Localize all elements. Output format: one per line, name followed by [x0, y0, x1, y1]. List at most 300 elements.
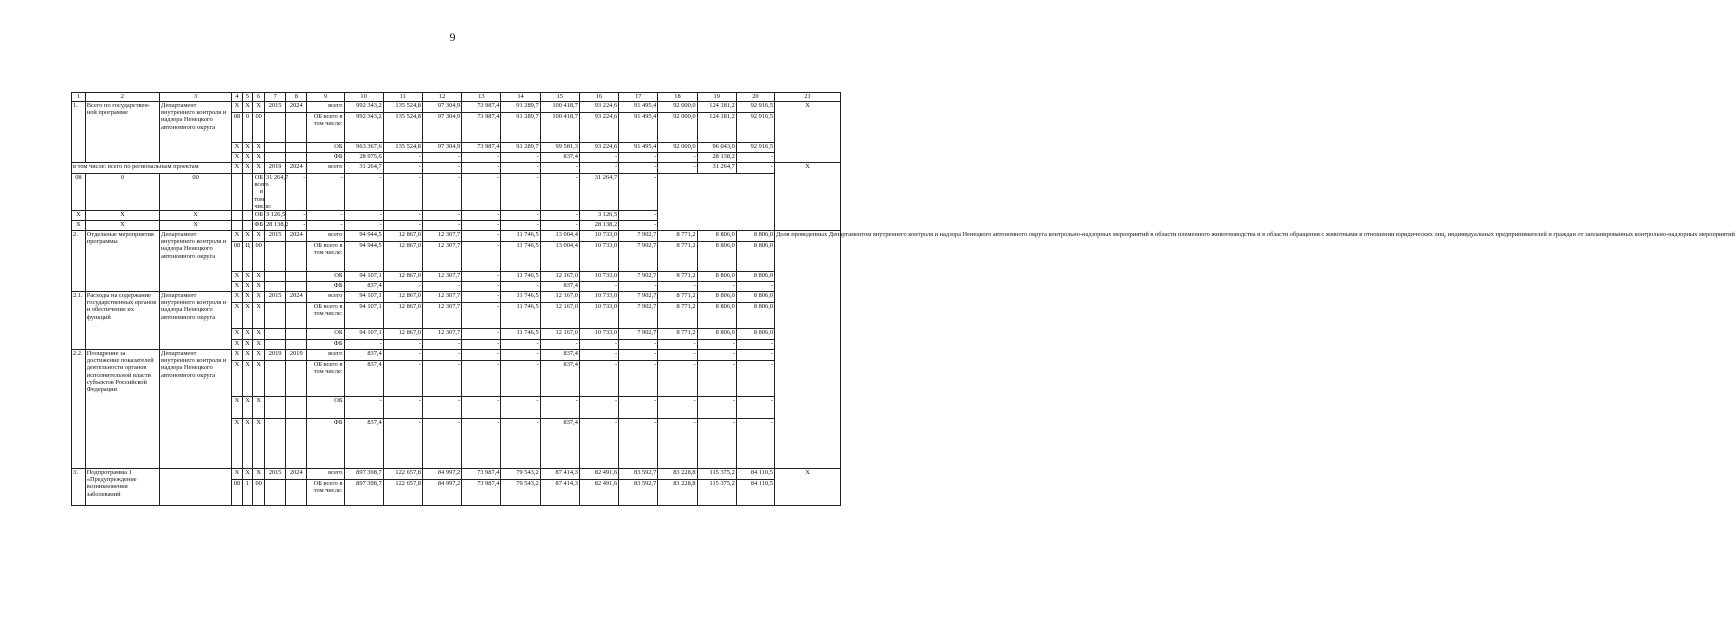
cell-value: -: [619, 221, 658, 231]
cell-value: 963 367,6: [344, 143, 383, 153]
cell-value: 837,4: [344, 419, 383, 469]
cell-value: -: [462, 303, 501, 329]
row-name: Отдельные мероприятия программы: [85, 231, 159, 292]
cell-value: -: [736, 153, 774, 163]
cell-value: 97 304,9: [422, 143, 461, 153]
cell-value: 87 414,3: [540, 480, 579, 506]
table-row: [72, 292, 841, 303]
cell-value: -: [697, 282, 736, 292]
cell-value: -: [383, 221, 422, 231]
cell-value: [264, 113, 285, 143]
cell-value: 8 771,2: [658, 231, 697, 242]
cell-value: [264, 272, 285, 282]
cell-value: X: [242, 350, 253, 361]
row-executor: Департамент внутреннего контроля и надзора Ненецкого автономного округа: [160, 350, 232, 469]
cell-value: X: [232, 350, 243, 361]
cell-value: 00: [253, 480, 265, 506]
cell-value: -: [462, 211, 501, 221]
cell-value: -: [383, 211, 422, 221]
cell-value: -: [579, 397, 618, 419]
cell-value: X: [242, 340, 253, 350]
cell-value: 82 491,6: [579, 469, 618, 480]
cell-value: -: [697, 350, 736, 361]
cell-value: X: [232, 143, 243, 153]
funding-source: ОБ всего в том числе:: [307, 480, 344, 506]
cell-value: X: [232, 292, 243, 303]
cell-value: 79 543,2: [501, 469, 540, 480]
cell-value: X: [253, 292, 265, 303]
cell-value: X: [242, 303, 253, 329]
cell-value: 2024: [286, 469, 307, 480]
row-number: 2.2.: [72, 350, 86, 469]
cell-value: [286, 242, 307, 272]
cell-value: 837,4: [540, 282, 579, 292]
cell-value: -: [736, 350, 774, 361]
cell-value: 10 733,0: [579, 292, 618, 303]
column-header: 11: [383, 93, 422, 102]
cell-value: -: [307, 211, 344, 221]
cell-value: 11 746,5: [501, 292, 540, 303]
funding-source: ФБ: [307, 282, 344, 292]
cell-value: -: [344, 211, 383, 221]
cell-value: [242, 174, 253, 211]
cell-value: -: [579, 153, 618, 163]
funding-source: ОБ всего в том числе:: [307, 113, 344, 143]
cell-value: 73 987,4: [462, 143, 501, 153]
cell-value: X: [232, 329, 243, 340]
cell-value: 8 806,0: [736, 242, 774, 272]
cell-value: 00: [253, 242, 265, 272]
cell-value: [264, 340, 285, 350]
cell-value: 12 307,7: [422, 303, 461, 329]
cell-value: X: [160, 211, 232, 221]
cell-value: 0: [242, 113, 253, 143]
funding-source: ОБ всего в том числе:: [307, 242, 344, 272]
cell-value: 7 902,7: [619, 292, 658, 303]
cell-value: 115 375,2: [697, 480, 736, 506]
cell-value: -: [540, 174, 579, 211]
row-name: Подпрограмма 1 «Предупреждение возникновения заболеваний: [85, 469, 159, 506]
cell-value: 94 944,5: [344, 231, 383, 242]
cell-value: 83 592,7: [619, 480, 658, 506]
cell-value: -: [422, 221, 461, 231]
cell-value: -: [658, 419, 697, 469]
row-number: 1.: [72, 102, 86, 163]
column-header: 7: [264, 93, 285, 102]
cell-value: 00: [253, 113, 265, 143]
cell-value: [232, 221, 243, 231]
budget-table: [71, 92, 1735, 506]
cell-value: 12 867,0: [383, 329, 422, 340]
funding-source: всего: [307, 102, 344, 113]
table-row: [72, 221, 841, 231]
cell-value: [264, 419, 285, 469]
cell-value: 837,4: [344, 350, 383, 361]
indicator-note: X: [775, 163, 841, 231]
cell-value: [264, 282, 285, 292]
cell-value: X: [242, 143, 253, 153]
cell-value: 93 224,6: [579, 143, 618, 153]
cell-value: -: [736, 361, 774, 397]
cell-value: -: [501, 340, 540, 350]
cell-value: 2019: [286, 350, 307, 361]
cell-value: -: [736, 397, 774, 419]
row-name: Расходы на содержание государственных органов и обеспечение их функций: [85, 292, 159, 350]
cell-value: -: [462, 397, 501, 419]
cell-value: X: [253, 303, 265, 329]
cell-value: X: [253, 272, 265, 282]
cell-value: 2024: [286, 231, 307, 242]
cell-value: -: [383, 340, 422, 350]
indicator-note: Доля проведенных Департаментом внутреннего контроля и надзора Ненецкого автономного округа контрольно-надзорных мероприятий в области племенного животноводства и в области обращения с животными в отношении юридических лиц, индивидуальных предпринимателей и граждан от запланированных контрольно-надзорных мероприятий: [775, 231, 841, 469]
cell-value: -: [619, 361, 658, 397]
cell-value: Ц: [242, 242, 253, 272]
cell-value: 13 004,4: [540, 231, 579, 242]
cell-value: 12 307,7: [422, 329, 461, 340]
cell-value: [242, 211, 253, 221]
cell-value: -: [462, 231, 501, 242]
cell-value: 3 126,5: [264, 211, 285, 221]
row-executor: Департамент внутреннего контроля и надзора Ненецкого автономного округа: [160, 231, 232, 292]
table-row: [72, 469, 841, 480]
cell-value: 8 806,0: [736, 272, 774, 282]
column-header: 18: [658, 93, 697, 102]
cell-value: -: [286, 221, 307, 231]
funding-source: ОБ: [253, 211, 265, 221]
cell-value: 31 264,7: [264, 174, 285, 211]
cell-value: -: [383, 350, 422, 361]
cell-value: [286, 153, 307, 163]
cell-value: 94 107,1: [344, 303, 383, 329]
cell-value: -: [383, 163, 422, 174]
cell-value: X: [242, 102, 253, 113]
cell-value: -: [422, 340, 461, 350]
cell-value: [286, 282, 307, 292]
cell-value: -: [383, 174, 422, 211]
cell-value: -: [422, 211, 461, 221]
cell-value: -: [619, 397, 658, 419]
cell-value: 93 224,6: [579, 113, 618, 143]
cell-value: -: [462, 361, 501, 397]
cell-value: -: [422, 163, 461, 174]
cell-value: 97 304,9: [422, 113, 461, 143]
cell-value: -: [658, 340, 697, 350]
cell-value: -: [736, 419, 774, 469]
cell-value: 115 375,2: [697, 469, 736, 480]
cell-value: 12 307,7: [422, 292, 461, 303]
cell-value: 73 987,4: [462, 469, 501, 480]
column-header: 17: [619, 93, 658, 102]
cell-value: 837,4: [344, 361, 383, 397]
cell-value: 992 343,2: [344, 113, 383, 143]
cell-value: 2024: [286, 163, 307, 174]
cell-value: X: [232, 340, 243, 350]
cell-value: -: [579, 419, 618, 469]
cell-value: -: [736, 340, 774, 350]
cell-value: 11 746,5: [501, 272, 540, 282]
cell-value: X: [253, 469, 265, 480]
cell-value: 2024: [286, 102, 307, 113]
column-header: 13: [462, 93, 501, 102]
cell-value: -: [619, 282, 658, 292]
cell-value: 8 806,0: [697, 303, 736, 329]
cell-value: X: [232, 361, 243, 397]
column-header: 2: [85, 93, 159, 102]
cell-value: 135 524,8: [383, 143, 422, 153]
cell-value: X: [253, 163, 265, 174]
cell-value: -: [658, 350, 697, 361]
cell-value: -: [383, 361, 422, 397]
cell-value: -: [462, 242, 501, 272]
cell-value: 10 733,0: [579, 272, 618, 282]
cell-value: 1: [242, 480, 253, 506]
funding-source: ОБ: [307, 397, 344, 419]
cell-value: -: [462, 340, 501, 350]
cell-value: 2015: [264, 292, 285, 303]
table-row: [72, 102, 841, 113]
cell-value: X: [253, 143, 265, 153]
cell-value: 100 418,7: [540, 102, 579, 113]
cell-value: -: [501, 282, 540, 292]
table-row: [72, 174, 841, 211]
cell-value: 11 746,5: [501, 242, 540, 272]
column-header: 12: [422, 93, 461, 102]
cell-value: 91 289,7: [501, 143, 540, 153]
funding-source: ОБ: [307, 329, 344, 340]
cell-value: 12 167,0: [540, 329, 579, 340]
cell-value: [242, 221, 253, 231]
cell-value: -: [540, 397, 579, 419]
cell-value: -: [422, 397, 461, 419]
cell-value: -: [658, 397, 697, 419]
row-executor: [160, 469, 232, 506]
cell-value: 7 902,7: [619, 242, 658, 272]
cell-value: [264, 397, 285, 419]
cell-value: 7 902,7: [619, 303, 658, 329]
cell-value: [286, 272, 307, 282]
cell-value: X: [253, 340, 265, 350]
cell-value: 96 043,0: [697, 143, 736, 153]
cell-value: -: [422, 419, 461, 469]
cell-value: 91 495,4: [619, 143, 658, 153]
cell-value: -: [501, 361, 540, 397]
cell-value: 8 806,0: [736, 303, 774, 329]
cell-value: X: [242, 282, 253, 292]
indicator-note: X: [775, 469, 841, 506]
cell-value: 83 592,7: [619, 469, 658, 480]
cell-value: -: [736, 282, 774, 292]
cell-value: 2015: [264, 231, 285, 242]
cell-value: -: [383, 419, 422, 469]
column-header: 5: [242, 93, 253, 102]
cell-value: -: [462, 329, 501, 340]
cell-value: 08: [232, 480, 243, 506]
funding-source: всего: [307, 469, 344, 480]
cell-value: -: [344, 340, 383, 350]
column-header: 16: [579, 93, 618, 102]
cell-value: 124 181,2: [697, 102, 736, 113]
cell-value: 837,4: [344, 282, 383, 292]
cell-value: 08: [232, 242, 243, 272]
cell-value: -: [344, 221, 383, 231]
cell-value: 92 916,5: [736, 143, 774, 153]
cell-value: X: [72, 211, 86, 221]
cell-value: 12 167,0: [540, 292, 579, 303]
row-executor: Департамент внутреннего контроля и надзора Ненецкого автономного округа: [160, 102, 232, 163]
cell-value: -: [540, 163, 579, 174]
table-row: [72, 350, 841, 361]
cell-value: 84 110,5: [736, 469, 774, 480]
cell-value: 99 581,3: [540, 143, 579, 153]
cell-value: 91 495,4: [619, 102, 658, 113]
cell-value: 8 806,0: [697, 272, 736, 282]
column-header: 20: [736, 93, 774, 102]
cell-value: [286, 419, 307, 469]
row-name: Всего по государствен-ной программе: [85, 102, 159, 163]
cell-value: 10 733,0: [579, 303, 618, 329]
row-number: 2.1.: [72, 292, 86, 350]
cell-value: 8 806,0: [697, 292, 736, 303]
cell-value: 897 398,7: [344, 469, 383, 480]
cell-value: X: [253, 361, 265, 397]
cell-value: 837,4: [540, 419, 579, 469]
cell-value: X: [72, 221, 86, 231]
funding-source: ФБ: [307, 340, 344, 350]
cell-value: 31 264,7: [697, 163, 736, 174]
cell-value: X: [242, 292, 253, 303]
cell-value: 8 806,0: [697, 329, 736, 340]
cell-value: 93 224,6: [579, 102, 618, 113]
cell-value: 73 987,4: [462, 113, 501, 143]
cell-value: -: [286, 211, 307, 221]
cell-value: -: [383, 282, 422, 292]
row-executor: Департамент внутреннего контроля и надзора Ненецкого автономного округа: [160, 292, 232, 350]
cell-value: -: [501, 221, 540, 231]
cell-value: 00: [160, 174, 232, 211]
cell-value: X: [253, 102, 265, 113]
cell-value: -: [658, 163, 697, 174]
cell-value: [286, 303, 307, 329]
cell-value: -: [462, 292, 501, 303]
cell-value: [286, 480, 307, 506]
cell-value: 2024: [286, 292, 307, 303]
cell-value: X: [253, 419, 265, 469]
cell-value: X: [253, 282, 265, 292]
row-name: Поощрение за достижение показателей деятельности органов исполнительной власти субъектов Российской Федерации: [85, 350, 159, 469]
cell-value: -: [383, 153, 422, 163]
cell-value: -: [619, 340, 658, 350]
table-row: [72, 211, 841, 221]
cell-value: -: [501, 153, 540, 163]
cell-value: 124 181,2: [697, 113, 736, 143]
cell-value: -: [462, 174, 501, 211]
cell-value: 97 304,9: [422, 102, 461, 113]
cell-value: 73 987,4: [462, 102, 501, 113]
cell-value: 83 228,8: [658, 469, 697, 480]
funding-source: ОБ: [307, 272, 344, 282]
cell-value: 12 307,7: [422, 242, 461, 272]
cell-value: X: [242, 469, 253, 480]
cell-value: 8 806,0: [736, 292, 774, 303]
cell-value: [286, 329, 307, 340]
cell-value: [286, 113, 307, 143]
column-header: 21: [775, 93, 841, 102]
column-header: 19: [697, 93, 736, 102]
cell-value: X: [232, 231, 243, 242]
cell-value: 0: [85, 174, 159, 211]
cell-value: 84 997,2: [422, 469, 461, 480]
funding-source: ОБ всего в том числе:: [307, 361, 344, 397]
cell-value: 897 398,7: [344, 480, 383, 506]
cell-value: 79 543,2: [501, 480, 540, 506]
cell-value: -: [462, 272, 501, 282]
cell-value: [232, 211, 243, 221]
cell-value: 92 916,5: [736, 113, 774, 143]
cell-value: [286, 340, 307, 350]
column-header: 6: [253, 93, 265, 102]
cell-value: 91 289,7: [501, 102, 540, 113]
cell-value: 992 343,2: [344, 102, 383, 113]
cell-value: -: [540, 221, 579, 231]
column-header: 15: [540, 93, 579, 102]
cell-value: -: [462, 282, 501, 292]
cell-value: -: [501, 163, 540, 174]
cell-value: X: [242, 397, 253, 419]
cell-value: -: [422, 361, 461, 397]
cell-value: 28 138,2: [697, 153, 736, 163]
cell-value: -: [579, 361, 618, 397]
cell-value: -: [619, 174, 658, 211]
funding-source: всего: [307, 292, 344, 303]
cell-value: 8 771,2: [658, 272, 697, 282]
cell-value: -: [579, 340, 618, 350]
column-header: 14: [501, 93, 540, 102]
cell-value: 13 004,4: [540, 242, 579, 272]
cell-value: -: [619, 211, 658, 221]
cell-value: X: [242, 272, 253, 282]
cell-value: X: [232, 282, 243, 292]
cell-value: X: [160, 221, 232, 231]
cell-value: -: [501, 419, 540, 469]
funding-source: ОБ всего в том числе:: [307, 303, 344, 329]
cell-value: 94 107,1: [344, 292, 383, 303]
cell-value: X: [242, 163, 253, 174]
cell-value: 837,4: [540, 350, 579, 361]
cell-value: X: [242, 329, 253, 340]
cell-value: X: [253, 350, 265, 361]
cell-value: 11 746,5: [501, 329, 540, 340]
cell-value: 12 867,0: [383, 303, 422, 329]
cell-value: 28 138,2: [579, 221, 618, 231]
cell-value: -: [501, 350, 540, 361]
funding-source: всего: [307, 231, 344, 242]
cell-value: [264, 329, 285, 340]
cell-value: 31 264,7: [344, 163, 383, 174]
cell-value: -: [462, 350, 501, 361]
cell-value: 84 997,2: [422, 480, 461, 506]
column-header: 9: [307, 93, 344, 102]
cell-value: 10 733,0: [579, 242, 618, 272]
cell-value: -: [540, 340, 579, 350]
cell-value: X: [232, 163, 243, 174]
cell-value: X: [232, 102, 243, 113]
cell-value: X: [232, 303, 243, 329]
cell-value: 94 107,1: [344, 329, 383, 340]
funding-source: ФБ: [307, 153, 344, 163]
cell-value: 91 495,4: [619, 113, 658, 143]
cell-value: -: [501, 397, 540, 419]
cell-value: 73 987,4: [462, 480, 501, 506]
